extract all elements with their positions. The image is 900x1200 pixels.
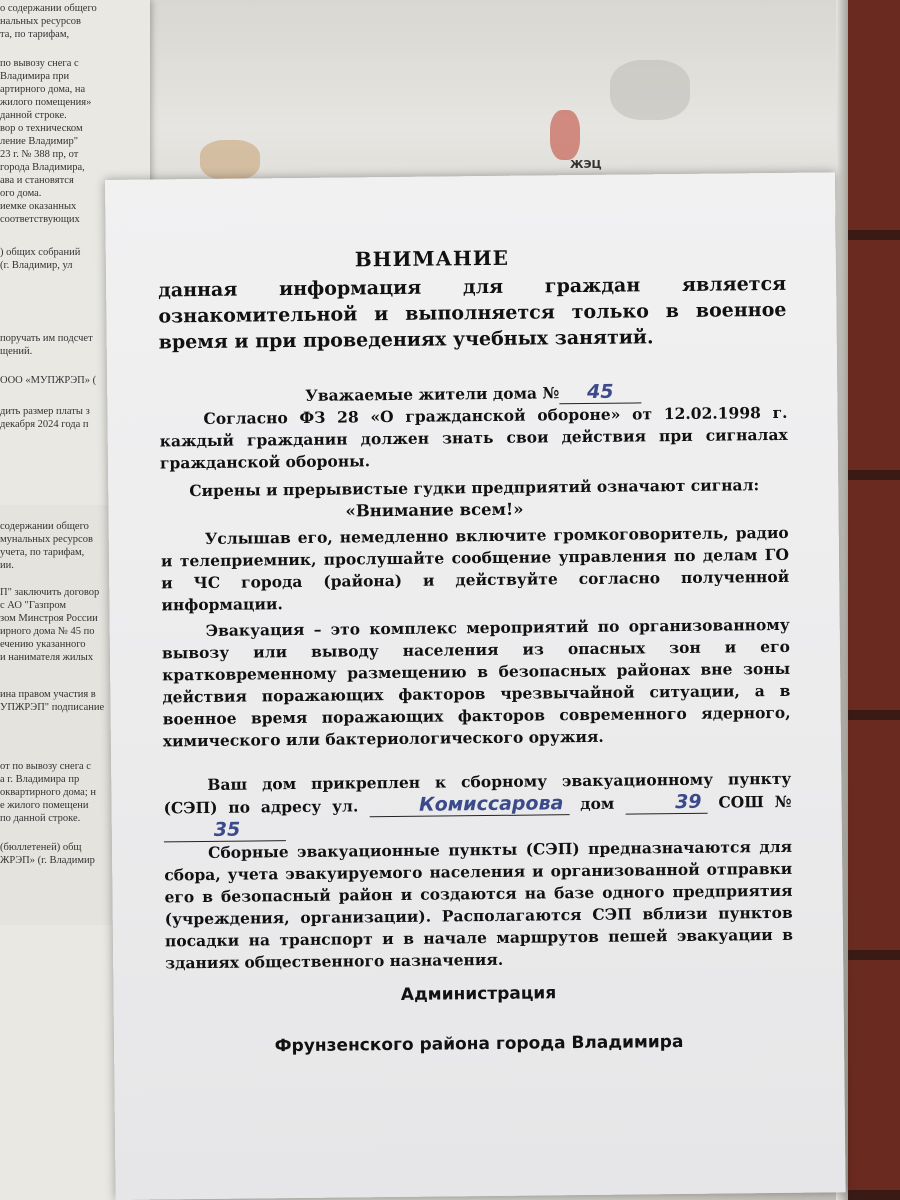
left-line: жилого помещения» xyxy=(0,97,92,108)
house-number-handwritten: 45 xyxy=(559,380,641,404)
left-line: поручать им подсчет xyxy=(0,333,93,344)
left-line: дить размер платы з xyxy=(0,406,90,417)
signature-line-1: Администрация xyxy=(400,983,557,1005)
left-line: ечению указанного xyxy=(0,639,86,650)
brick-wall xyxy=(848,0,900,1200)
left-line: города Владимира, xyxy=(0,162,85,173)
left-line: ава и становятся xyxy=(0,175,74,186)
left-line: УПЖРЭП" подписание xyxy=(0,702,105,713)
glue-stain xyxy=(550,110,580,160)
left-line: по вывозу снега с xyxy=(0,58,79,69)
left-line: ) общих собраний xyxy=(0,247,81,258)
left-line: е жилого помещени xyxy=(0,800,89,811)
left-line: и нанимателя жилых xyxy=(0,652,94,663)
left-line: Владимира при xyxy=(0,71,70,82)
signal-name: «Внимание всем!» xyxy=(345,499,524,521)
left-line: артирного дома, на xyxy=(0,84,86,95)
sep-paragraph: Сборные эвакуационные пункты (СЭП) предназначаются для сбора, учета эвакуируемого населения и организованной отправки его в безопасный район и создаются на базе одного предприятия (учреждения, организации). Располагаются СЭП вблизи пунктов посадки на транспорт и в начале маршрутов пешей эвакуации в зданиях общественного назначения. xyxy=(164,836,794,973)
left-line: 23 г. № 388 пр, от xyxy=(0,149,79,160)
glue-stain xyxy=(200,140,260,180)
left-line: ина правом участия в xyxy=(0,689,96,700)
school-number-handwritten: 35 xyxy=(164,818,286,842)
sep-house-handwritten: 39 xyxy=(625,791,708,815)
left-line: соответствующих xyxy=(0,214,80,225)
notice-lead: данная информация для граждан является ознакомительной и выполняется только в военное время и при проведениях учебных занятий. xyxy=(158,272,787,354)
left-line: о содержании общего xyxy=(0,3,97,14)
left-line: (бюллетеней) общ xyxy=(0,842,82,853)
left-line: а г. Владимира пр xyxy=(0,774,80,785)
left-sheet-text-lower xyxy=(0,520,125,867)
signature-line-2: Фрунзенского района города Владимира xyxy=(274,1031,684,1057)
left-line: содержании общего xyxy=(0,521,89,532)
left-line: мунальных ресурсов xyxy=(0,534,93,545)
left-line: ого дома. xyxy=(0,188,42,199)
left-line: ии. xyxy=(0,560,14,571)
street-name-handwritten: Комиссарова xyxy=(369,792,570,817)
notice-sheet xyxy=(105,172,846,1200)
sep-intro: Ваш дом прикреплен к сборному эвакуационному пункту (СЭП) по адресу ул. xyxy=(163,768,792,818)
house-label: дом xyxy=(580,793,615,814)
law-paragraph: Согласно ФЗ 28 «О гражданской обороне» от 12.02.1998 г. каждый гражданин должен знать свои действия при сигналах гражданской обороны. xyxy=(159,402,788,473)
left-line: с АО "Газпром xyxy=(0,600,67,611)
left-line: вор о техническом xyxy=(0,123,83,134)
school-label: СОШ № xyxy=(718,791,792,812)
left-line: учета, по тарифам, xyxy=(0,547,85,558)
evacuation-paragraph: Эвакуация – это комплекс мероприятий по организованному вывозу или выводу населения из опасных зон и его кратковременному размещению в безопасных районах вне зоны действия поражающих факторов чрезвычайной ситуации, а в военное время поражающих факторов современного ядерного, химического или бактериологического оружия. xyxy=(161,614,791,751)
glue-stain xyxy=(610,60,690,120)
left-line: от по вывозу снега с xyxy=(0,761,91,772)
poster-fragment-text: ЖЭЦ xyxy=(570,158,602,171)
left-line: по данной строке. xyxy=(0,813,81,824)
left-line: нальных ресурсов xyxy=(0,16,82,27)
left-line: (г. Владимир, ул xyxy=(0,260,73,271)
left-line: ление Владимир" xyxy=(0,136,79,147)
left-line: иемке оказанных xyxy=(0,201,77,212)
left-line: декабря 2024 года п xyxy=(0,419,89,430)
greeting-text: Уважаемые жители дома № xyxy=(305,383,560,405)
action-paragraph: Услышав его, немедленно включите громкоговоритель, радио и телеприемник, прослушайте сообщение управления по делам ГО и ЧС города (района) и действуйте согласно полученной информации. xyxy=(160,522,790,615)
left-line: данной строке. xyxy=(0,110,67,121)
left-line: оквартирного дома; н xyxy=(0,787,96,798)
notice-body xyxy=(158,243,794,975)
left-line: ЖРЭП» (г. Владимир xyxy=(0,855,95,866)
left-line: ООО «МУПЖРЭП» ( xyxy=(0,375,97,386)
left-line: ирного дома № 45 по xyxy=(0,626,95,637)
left-line: П" заключить договор xyxy=(0,587,100,598)
sirens-line: Сирены и прерывистые гудки предприятий означают сигнал: xyxy=(189,475,760,501)
sep-address-paragraph xyxy=(163,768,792,843)
left-line: та, по тарифам, xyxy=(0,29,70,40)
notice-heading: ВНИМАНИЕ xyxy=(354,245,510,272)
left-line: щений. xyxy=(0,346,33,357)
left-line: зом Минстроя России xyxy=(0,613,98,624)
